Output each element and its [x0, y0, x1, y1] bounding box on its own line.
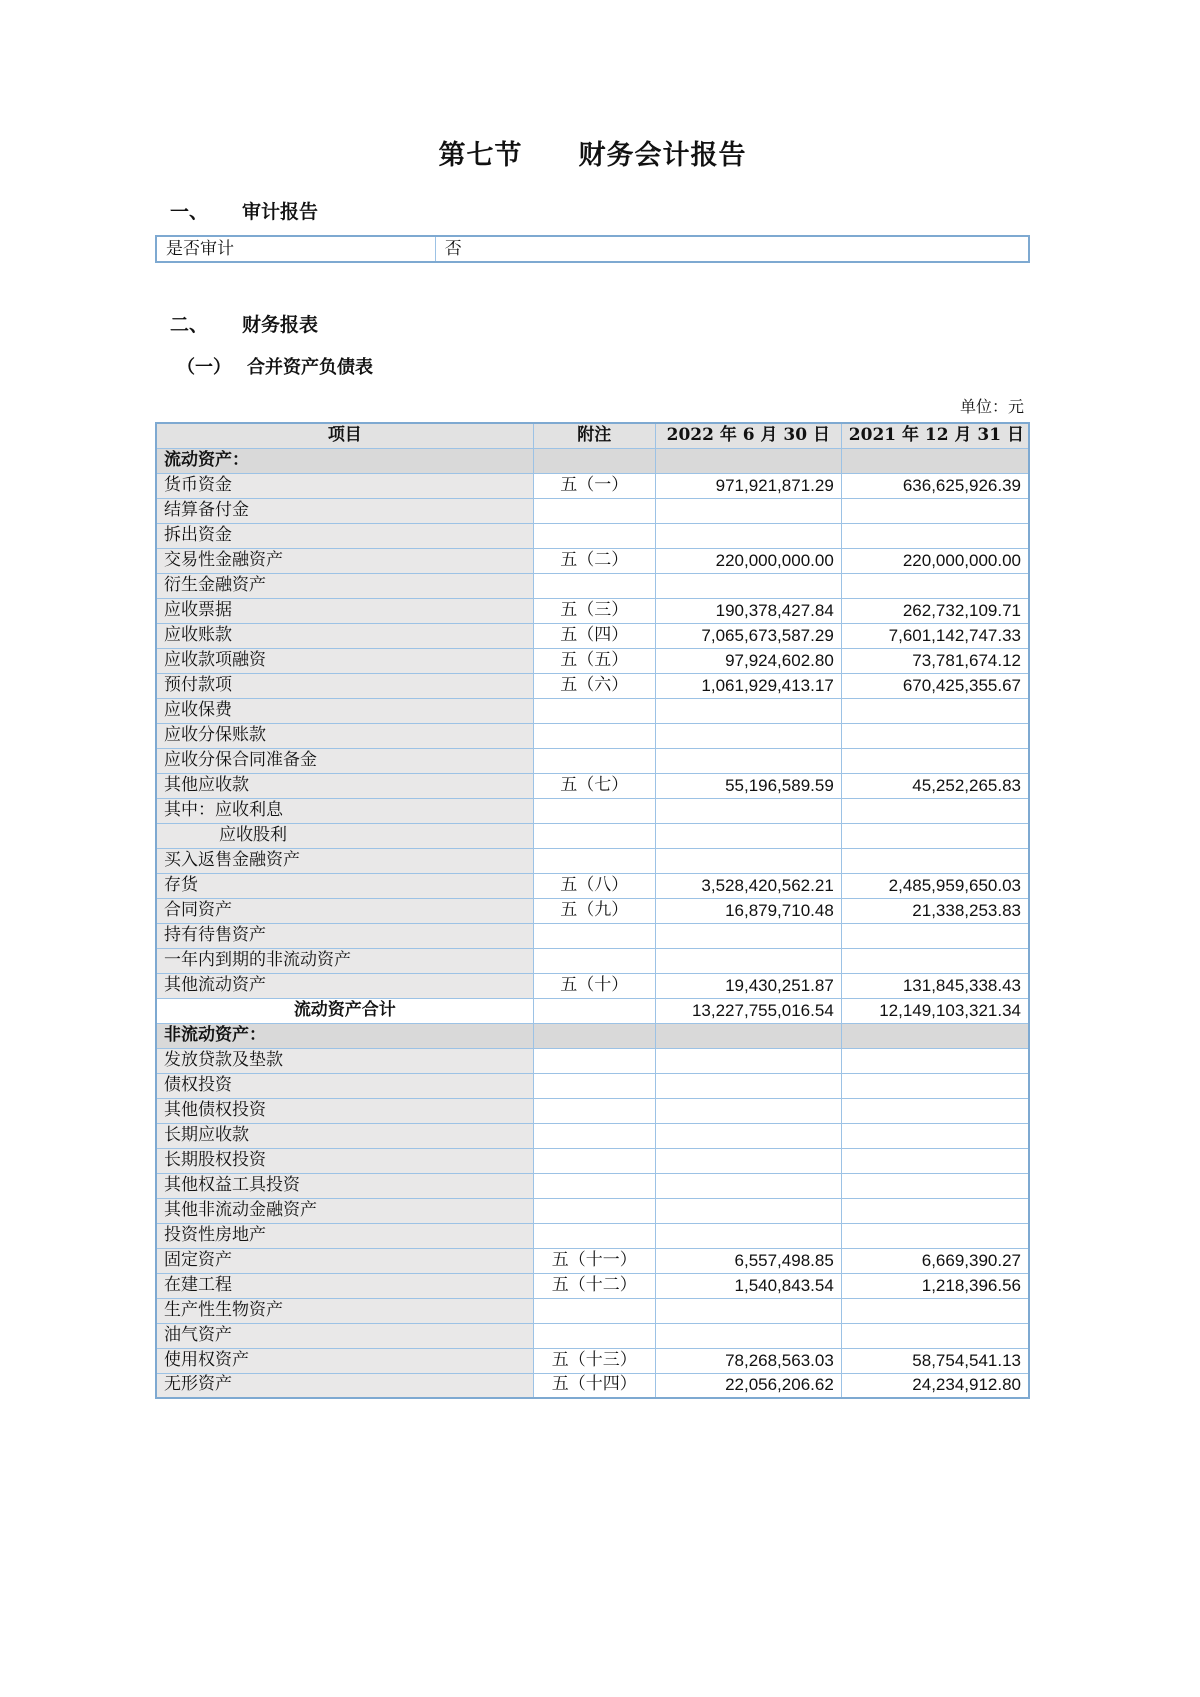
item-cell: 其中：应收利息: [156, 798, 533, 823]
item-cell: 预付款项: [156, 673, 533, 698]
value-2021-cell: [841, 1323, 1029, 1348]
value-2021-cell: 6,669,390.27: [841, 1248, 1029, 1273]
value-2022-cell: [655, 1173, 841, 1198]
item-cell: 结算备付金: [156, 498, 533, 523]
note-cell: [533, 1298, 655, 1323]
value-2021-cell: 1,218,396.56: [841, 1273, 1029, 1298]
value-2022-cell: [655, 1023, 841, 1048]
item-cell: 应收股利: [156, 823, 533, 848]
value-2022-cell: 19,430,251.87: [655, 973, 841, 998]
item-cell: 持有待售资产: [156, 923, 533, 948]
item-cell: 其他应收款: [156, 773, 533, 798]
note-cell: [533, 998, 655, 1023]
table-row: [156, 573, 1029, 598]
header-item: 项目: [156, 423, 533, 448]
item-cell: 固定资产: [156, 1248, 533, 1273]
table-row: [156, 1348, 1029, 1373]
table-row: [156, 548, 1029, 573]
value-2022-cell: 55,196,589.59: [655, 773, 841, 798]
item-cell: 合同资产: [156, 898, 533, 923]
section-title: 财务报表: [242, 314, 319, 336]
value-2022-cell: [655, 1123, 841, 1148]
value-2022-cell: 190,378,427.84: [655, 598, 841, 623]
item-cell: 长期应收款: [156, 1123, 533, 1148]
subsection-number: （一）: [177, 357, 231, 378]
value-2021-cell: [841, 748, 1029, 773]
note-cell: [533, 848, 655, 873]
item-cell: 应收票据: [156, 598, 533, 623]
note-cell: [533, 1198, 655, 1223]
table-row: [156, 848, 1029, 873]
value-2022-cell: 3,528,420,562.21: [655, 873, 841, 898]
table-row: [156, 973, 1029, 998]
note-cell: [533, 698, 655, 723]
note-cell: 五（十三）: [533, 1348, 655, 1373]
table-row: [156, 748, 1029, 773]
table-row: [156, 723, 1029, 748]
value-2022-cell: [655, 1198, 841, 1223]
item-cell: 应收保费: [156, 698, 533, 723]
note-cell: [533, 1223, 655, 1248]
table-row: [156, 923, 1029, 948]
value-2022-cell: [655, 523, 841, 548]
table-row: [156, 998, 1029, 1023]
table-row: [156, 798, 1029, 823]
value-2021-cell: 58,754,541.13: [841, 1348, 1029, 1373]
note-cell: [533, 573, 655, 598]
table-row: [156, 1273, 1029, 1298]
value-2021-cell: [841, 823, 1029, 848]
value-2022-cell: 220,000,000.00: [655, 548, 841, 573]
table-row: [156, 498, 1029, 523]
value-2022-cell: [655, 448, 841, 473]
value-2021-cell: [841, 498, 1029, 523]
value-2021-cell: 670,425,355.67: [841, 673, 1029, 698]
value-2021-cell: 12,149,103,321.34: [841, 998, 1029, 1023]
item-cell: 交易性金融资产: [156, 548, 533, 573]
table-row: [156, 898, 1029, 923]
item-cell: 应收账款: [156, 623, 533, 648]
item-cell: 应收分保账款: [156, 723, 533, 748]
value-2022-cell: [655, 1298, 841, 1323]
value-2022-cell: 6,557,498.85: [655, 1248, 841, 1273]
value-2021-cell: [841, 523, 1029, 548]
table-row: [156, 698, 1029, 723]
table-row: [156, 1248, 1029, 1273]
table-row: [156, 623, 1029, 648]
item-cell: 衍生金融资产: [156, 573, 533, 598]
note-cell: 五（十二）: [533, 1273, 655, 1298]
value-2021-cell: [841, 948, 1029, 973]
item-cell: 油气资产: [156, 1323, 533, 1348]
item-cell: 一年内到期的非流动资产: [156, 948, 533, 973]
value-2022-cell: [655, 1073, 841, 1098]
note-cell: [533, 723, 655, 748]
note-cell: [533, 498, 655, 523]
value-2022-cell: 22,056,206.62: [655, 1373, 841, 1398]
section-heading-audit: [155, 197, 1030, 224]
value-2022-cell: [655, 948, 841, 973]
note-cell: 五（九）: [533, 898, 655, 923]
header-date-2021: 2021 年 12 月 31 日: [841, 423, 1029, 448]
note-cell: [533, 1323, 655, 1348]
audit-question-cell: 是否审计: [157, 237, 436, 261]
audit-table: [155, 235, 1030, 263]
value-2021-cell: [841, 723, 1029, 748]
item-cell: 非流动资产：: [156, 1023, 533, 1048]
item-cell: 生产性生物资产: [156, 1298, 533, 1323]
item-cell: 其他非流动金融资产: [156, 1198, 533, 1223]
note-cell: [533, 1048, 655, 1073]
table-row: [156, 1148, 1029, 1173]
table-row: [156, 1073, 1029, 1098]
table-header-row: [156, 423, 1029, 448]
note-cell: 五（四）: [533, 623, 655, 648]
value-2021-cell: 24,234,912.80: [841, 1373, 1029, 1398]
value-2021-cell: [841, 1098, 1029, 1123]
value-2021-cell: [841, 1198, 1029, 1223]
page-content: [155, 0, 1030, 1399]
table-row: [156, 1298, 1029, 1323]
item-cell: 使用权资产: [156, 1348, 533, 1373]
value-2021-cell: [841, 1023, 1029, 1048]
table-row: [156, 948, 1029, 973]
item-cell: 其他债权投资: [156, 1098, 533, 1123]
table-row: [156, 823, 1029, 848]
item-cell: 买入返售金融资产: [156, 848, 533, 873]
value-2022-cell: [655, 698, 841, 723]
note-cell: [533, 798, 655, 823]
value-2022-cell: [655, 1148, 841, 1173]
value-2022-cell: [655, 1098, 841, 1123]
item-cell: 其他权益工具投资: [156, 1173, 533, 1198]
note-cell: 五（十一）: [533, 1248, 655, 1273]
value-2021-cell: [841, 448, 1029, 473]
table-row: [156, 1223, 1029, 1248]
note-cell: 五（十）: [533, 973, 655, 998]
table-row: [156, 873, 1029, 898]
note-cell: [533, 823, 655, 848]
note-cell: [533, 1123, 655, 1148]
value-2022-cell: 97,924,602.80: [655, 648, 841, 673]
value-2021-cell: 2,485,959,650.03: [841, 873, 1029, 898]
item-cell: 投资性房地产: [156, 1223, 533, 1248]
subsection-heading-balance-sheet: [155, 353, 1030, 379]
note-cell: [533, 523, 655, 548]
value-2021-cell: 45,252,265.83: [841, 773, 1029, 798]
item-cell: 货币资金: [156, 473, 533, 498]
item-cell: 无形资产: [156, 1373, 533, 1398]
value-2022-cell: [655, 573, 841, 598]
table-row: [156, 1173, 1029, 1198]
value-2021-cell: [841, 1123, 1029, 1148]
unit-label: 单位：元: [959, 397, 1024, 416]
value-2021-cell: [841, 573, 1029, 598]
item-cell: 在建工程: [156, 1273, 533, 1298]
table-row: [156, 1023, 1029, 1048]
value-2021-cell: [841, 923, 1029, 948]
table-row: [156, 673, 1029, 698]
note-cell: [533, 923, 655, 948]
section-number: 一、: [170, 201, 209, 223]
value-2021-cell: [841, 798, 1029, 823]
value-2021-cell: [841, 1148, 1029, 1173]
balance-sheet-table: [155, 422, 1030, 1399]
note-cell: [533, 948, 655, 973]
value-2021-cell: [841, 848, 1029, 873]
table-row: [156, 473, 1029, 498]
section-number: 二、: [170, 314, 209, 336]
value-2022-cell: 16,879,710.48: [655, 898, 841, 923]
table-row: [156, 648, 1029, 673]
header-date-2022: 2022 年 6 月 30 日: [655, 423, 841, 448]
item-cell: 存货: [156, 873, 533, 898]
section-title: 审计报告: [242, 201, 319, 223]
note-cell: 五（三）: [533, 598, 655, 623]
note-cell: [533, 1148, 655, 1173]
value-2022-cell: 1,540,843.54: [655, 1273, 841, 1298]
value-2022-cell: [655, 723, 841, 748]
value-2022-cell: 7,065,673,587.29: [655, 623, 841, 648]
item-cell: 发放贷款及垫款: [156, 1048, 533, 1073]
value-2021-cell: [841, 1173, 1029, 1198]
item-cell: 流动资产：: [156, 448, 533, 473]
note-cell: [533, 1073, 655, 1098]
value-2022-cell: [655, 823, 841, 848]
value-2022-cell: [655, 498, 841, 523]
note-cell: [533, 1098, 655, 1123]
item-cell: 流动资产合计: [156, 998, 533, 1023]
value-2021-cell: [841, 1298, 1029, 1323]
value-2022-cell: [655, 848, 841, 873]
value-2022-cell: 13,227,755,016.54: [655, 998, 841, 1023]
note-cell: [533, 748, 655, 773]
value-2022-cell: [655, 1223, 841, 1248]
table-row: [156, 1323, 1029, 1348]
note-cell: 五（二）: [533, 548, 655, 573]
table-row: [156, 1373, 1029, 1398]
header-note: 附注: [533, 423, 655, 448]
note-cell: 五（六）: [533, 673, 655, 698]
note-cell: [533, 448, 655, 473]
note-cell: 五（七）: [533, 773, 655, 798]
table-row: [156, 523, 1029, 548]
value-2021-cell: [841, 1073, 1029, 1098]
value-2021-cell: 220,000,000.00: [841, 548, 1029, 573]
item-cell: 其他流动资产: [156, 973, 533, 998]
value-2022-cell: [655, 923, 841, 948]
note-cell: 五（五）: [533, 648, 655, 673]
value-2022-cell: 78,268,563.03: [655, 1348, 841, 1373]
table-row: [156, 1123, 1029, 1148]
note-cell: 五（十四）: [533, 1373, 655, 1398]
value-2021-cell: 131,845,338.43: [841, 973, 1029, 998]
value-2021-cell: 73,781,674.12: [841, 648, 1029, 673]
note-cell: [533, 1173, 655, 1198]
section-heading-statements: [155, 310, 1030, 337]
value-2022-cell: [655, 1323, 841, 1348]
table-row: [156, 1048, 1029, 1073]
item-cell: 应收分保合同准备金: [156, 748, 533, 773]
value-2021-cell: [841, 1223, 1029, 1248]
note-cell: 五（八）: [533, 873, 655, 898]
item-cell: 长期股权投资: [156, 1148, 533, 1173]
table-row: [156, 1198, 1029, 1223]
value-2022-cell: [655, 748, 841, 773]
value-2021-cell: [841, 1048, 1029, 1073]
subsection-title: 合并资产负债表: [247, 357, 373, 378]
table-row: [156, 448, 1029, 473]
value-2021-cell: 262,732,109.71: [841, 598, 1029, 623]
table-row: [156, 773, 1029, 798]
value-2021-cell: 21,338,253.83: [841, 898, 1029, 923]
page-title: 第七节 财务会计报告: [438, 140, 747, 171]
value-2021-cell: 7,601,142,747.33: [841, 623, 1029, 648]
note-cell: 五（一）: [533, 473, 655, 498]
value-2022-cell: [655, 798, 841, 823]
audit-answer-cell: 否: [444, 239, 462, 259]
value-2022-cell: 971,921,871.29: [655, 473, 841, 498]
note-cell: [533, 1023, 655, 1048]
item-cell: 债权投资: [156, 1073, 533, 1098]
table-row: [156, 598, 1029, 623]
item-cell: 拆出资金: [156, 523, 533, 548]
item-cell: 应收款项融资: [156, 648, 533, 673]
value-2022-cell: [655, 1048, 841, 1073]
value-2021-cell: [841, 698, 1029, 723]
value-2021-cell: 636,625,926.39: [841, 473, 1029, 498]
table-row: [156, 1098, 1029, 1123]
value-2022-cell: 1,061,929,413.17: [655, 673, 841, 698]
